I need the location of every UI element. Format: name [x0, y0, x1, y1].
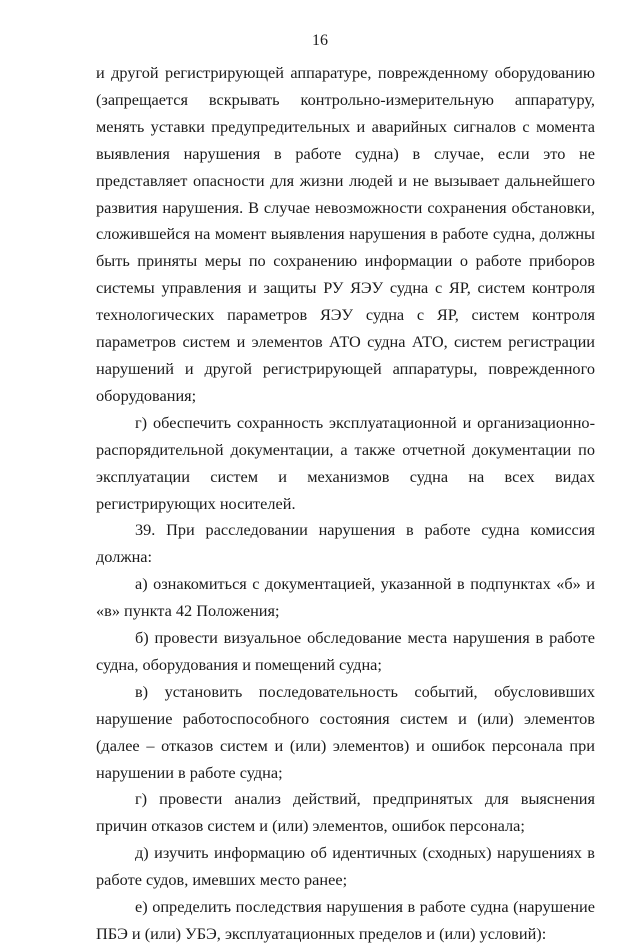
- paragraph-item-v: в) установить последовательность событий, обусловивших нарушение работоспособного состояния систем и (или) элементов (далее – отказов систем и (или) элементов) и ошибок персонала при нарушении в работе судна;: [96, 681, 595, 782]
- paragraph-item-d: д) изучить информацию об идентичных (сходных) нарушениях в работе судов, имевших место ранее;: [96, 843, 595, 890]
- paragraph-item-e: е) определить последствия нарушения в работе судна (нарушение ПБЭ и (или) УБЭ, эксплуатационных пределов и (или) условий):: [96, 897, 595, 943]
- paragraph-item-g: г) провести анализ действий, предпринятых для выяснения причин отказов систем и (или) элементов, ошибок персонала;: [96, 789, 595, 836]
- paragraph-item-g-preserve-docs: г) обеспечить сохранность эксплуатационной и организационно-распорядительной документации, а также отчетной документации по эксплуатации систем и механизмов судна на всех видах регистрирующих носителей.: [96, 412, 595, 513]
- page-number: 16: [312, 32, 328, 49]
- paragraph-continued: и другой регистрирующей аппаратуре, поврежденному оборудованию (запрещается вскрывать контрольно-измерительную аппаратуру, менять уставки предупредительных и аварийных сигналов с момента выявления нарушения в работе судна) в случае, если это не представляет опасности для жизни людей и не вызывает дальнейшего развития нарушения. В случае невозможности сохранения обстановки, сложившейся на момент выявления нарушения в работе судна, должны быть приняты меры по сохранению информации о работе приборов системы управления и защиты РУ ЯЭУ судна с ЯР, систем контроля технологических параметров ЯЭУ судна с ЯР, систем контроля параметров систем и элементов АТО судна АТО, систем регистрации нарушений и другой регистрирующей аппаратуры, поврежденного оборудования;: [96, 63, 595, 405]
- paragraph-item-b: б) провести визуальное обследование места нарушения в работе судна, оборудования и помещений судна;: [96, 628, 595, 674]
- paragraph-item-a: а) ознакомиться с документацией, указанной в подпунктах «б» и «в» пункта 42 Положения;: [96, 574, 595, 621]
- paragraph-39-commission-duties: 39. При расследовании нарушения в работе судна комиссия должна:: [96, 520, 595, 567]
- document-body: [96, 60, 595, 948]
